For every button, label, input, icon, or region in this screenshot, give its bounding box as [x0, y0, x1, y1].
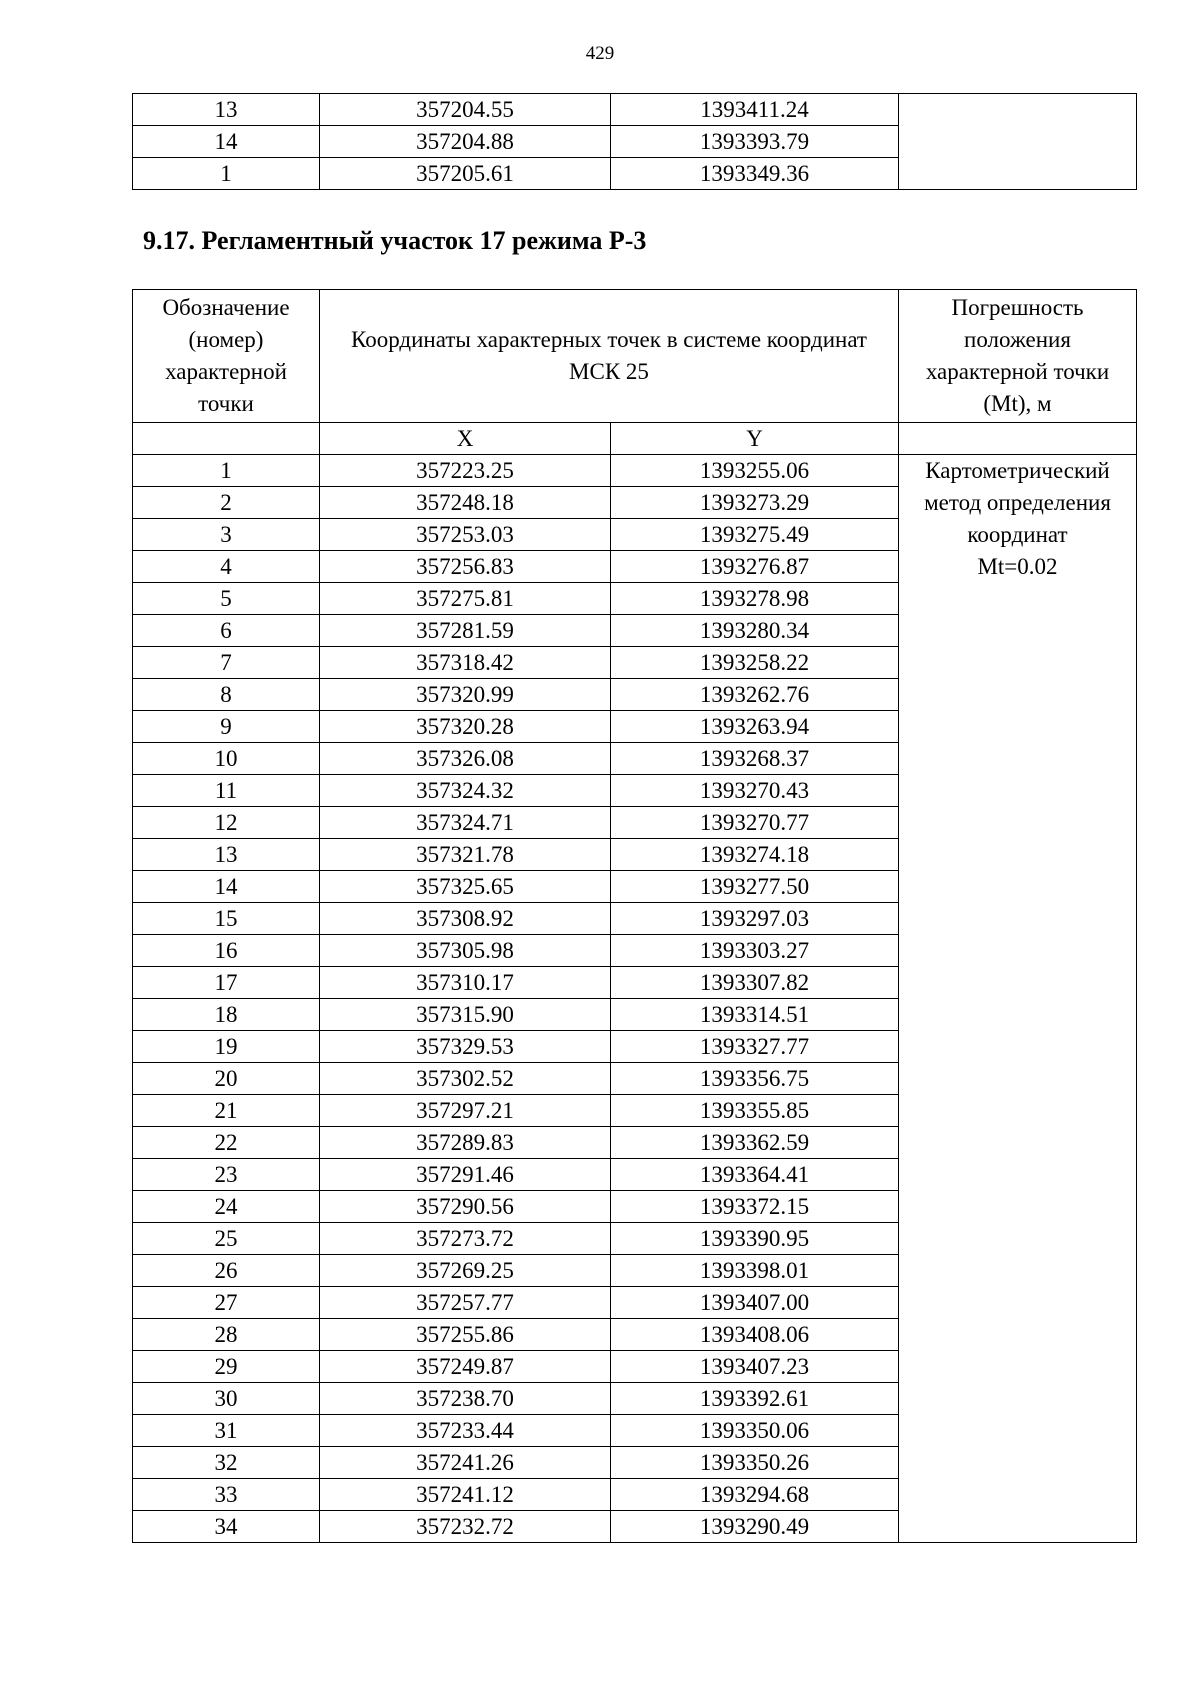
point-number-cell: 33: [133, 1479, 320, 1511]
y-coordinate-cell: 1393408.06: [611, 1319, 899, 1351]
x-coordinate-cell: 357305.98: [320, 935, 611, 967]
y-coordinate-cell: 1393273.29: [611, 487, 899, 519]
x-coordinate-cell: 357204.88: [320, 126, 611, 158]
y-coordinate-cell: 1393314.51: [611, 999, 899, 1031]
x-coordinate-cell: 357255.86: [320, 1319, 611, 1351]
x-coordinate-cell: 357318.42: [320, 647, 611, 679]
y-coordinate-cell: 1393258.22: [611, 647, 899, 679]
x-coordinate-cell: 357275.81: [320, 583, 611, 615]
point-number-cell: 30: [133, 1383, 320, 1415]
point-number-cell: 23: [133, 1159, 320, 1191]
point-number-cell: 7: [133, 647, 320, 679]
point-number-cell: 11: [133, 775, 320, 807]
y-coordinate-cell: 1393270.77: [611, 807, 899, 839]
y-coordinate-cell: 1393275.49: [611, 519, 899, 551]
x-coordinate-cell: 357253.03: [320, 519, 611, 551]
point-number-cell: 34: [133, 1511, 320, 1543]
y-coordinate-cell: 1393407.00: [611, 1287, 899, 1319]
x-coordinate-cell: 357297.21: [320, 1095, 611, 1127]
x-coordinate-cell: 357320.99: [320, 679, 611, 711]
accuracy-note-line: Картометрический: [925, 458, 1110, 483]
subheader-empty-cell: [899, 423, 1137, 455]
point-number-cell: 28: [133, 1319, 320, 1351]
x-coordinate-cell: 357325.65: [320, 871, 611, 903]
x-coordinate-cell: 357291.46: [320, 1159, 611, 1191]
accuracy-note-line: метод определения: [924, 490, 1111, 515]
point-number-cell: 4: [133, 551, 320, 583]
x-coordinate-cell: 357204.55: [320, 94, 611, 126]
x-coordinate-cell: 357308.92: [320, 903, 611, 935]
subheader-x: X: [320, 423, 611, 455]
y-coordinate-cell: 1393303.27: [611, 935, 899, 967]
x-coordinate-cell: 357269.25: [320, 1255, 611, 1287]
y-coordinate-cell: 1393294.68: [611, 1479, 899, 1511]
x-coordinate-cell: 357321.78: [320, 839, 611, 871]
y-coordinate-cell: 1393276.87: [611, 551, 899, 583]
y-coordinate-cell: 1393364.41: [611, 1159, 899, 1191]
y-coordinate-cell: 1393398.01: [611, 1255, 899, 1287]
x-coordinate-cell: 357273.72: [320, 1223, 611, 1255]
x-coordinate-cell: 357256.83: [320, 551, 611, 583]
point-number-cell: 24: [133, 1191, 320, 1223]
point-number-cell: 16: [133, 935, 320, 967]
point-number-cell: 12: [133, 807, 320, 839]
point-number-cell: 19: [133, 1031, 320, 1063]
x-coordinate-cell: 357324.71: [320, 807, 611, 839]
point-number-cell: 32: [133, 1447, 320, 1479]
y-coordinate-cell: 1393372.15: [611, 1191, 899, 1223]
y-coordinate-cell: 1393393.79: [611, 126, 899, 158]
y-coordinate-cell: 1393356.75: [611, 1063, 899, 1095]
x-coordinate-cell: 357324.32: [320, 775, 611, 807]
x-coordinate-cell: 357238.70: [320, 1383, 611, 1415]
accuracy-empty-cell: [899, 94, 1137, 190]
x-coordinate-cell: 357290.56: [320, 1191, 611, 1223]
section-title: 9.17. Регламентный участок 17 режима Р-3: [143, 226, 647, 255]
y-coordinate-cell: 1393268.37: [611, 743, 899, 775]
point-number-cell: 31: [133, 1415, 320, 1447]
y-coordinate-cell: 1393290.49: [611, 1511, 899, 1543]
x-coordinate-cell: 357315.90: [320, 999, 611, 1031]
point-number-cell: 13: [133, 94, 320, 126]
y-coordinate-cell: 1393297.03: [611, 903, 899, 935]
y-coordinate-cell: 1393390.95: [611, 1223, 899, 1255]
x-coordinate-cell: 357248.18: [320, 487, 611, 519]
y-coordinate-cell: 1393349.36: [611, 158, 899, 190]
y-coordinate-cell: 1393270.43: [611, 775, 899, 807]
point-number-cell: 2: [133, 487, 320, 519]
header-coordinates: Координаты характерных точек в системе координат МСК 25: [320, 290, 899, 423]
x-coordinate-cell: 357302.52: [320, 1063, 611, 1095]
x-coordinate-cell: 357223.25: [320, 455, 611, 487]
y-coordinate-cell: 1393392.61: [611, 1383, 899, 1415]
subheader-empty-cell: [133, 423, 320, 455]
x-coordinate-cell: 357241.26: [320, 1447, 611, 1479]
x-coordinate-cell: 357289.83: [320, 1127, 611, 1159]
point-number-cell: 3: [133, 519, 320, 551]
y-coordinate-cell: 1393407.23: [611, 1351, 899, 1383]
x-coordinate-cell: 357281.59: [320, 615, 611, 647]
point-number-cell: 27: [133, 1287, 320, 1319]
point-number-cell: 20: [133, 1063, 320, 1095]
point-number-cell: 10: [133, 743, 320, 775]
y-coordinate-cell: 1393263.94: [611, 711, 899, 743]
x-coordinate-cell: 357329.53: [320, 1031, 611, 1063]
header-accuracy: Погрешность положения характерной точки (Mt), м: [899, 290, 1137, 423]
point-number-cell: 15: [133, 903, 320, 935]
x-coordinate-cell: 357205.61: [320, 158, 611, 190]
x-coordinate-cell: 357310.17: [320, 967, 611, 999]
table-subheader-row: [133, 423, 1137, 455]
x-coordinate-cell: 357233.44: [320, 1415, 611, 1447]
y-coordinate-cell: 1393411.24: [611, 94, 899, 126]
x-coordinate-cell: 357320.28: [320, 711, 611, 743]
main-coordinates-table: [132, 289, 1137, 1543]
x-coordinate-cell: 357257.77: [320, 1287, 611, 1319]
accuracy-method-note: [899, 455, 1137, 1543]
y-coordinate-cell: 1393274.18: [611, 839, 899, 871]
point-number-cell: 18: [133, 999, 320, 1031]
table-row: [133, 455, 1137, 487]
point-number-cell: 14: [133, 871, 320, 903]
top-coordinates-table: [132, 93, 1137, 190]
page-number: 429: [585, 43, 615, 64]
x-coordinate-cell: 357249.87: [320, 1351, 611, 1383]
table-row: [133, 94, 1137, 126]
y-coordinate-cell: 1393362.59: [611, 1127, 899, 1159]
y-coordinate-cell: 1393255.06: [611, 455, 899, 487]
x-coordinate-cell: 357241.12: [320, 1479, 611, 1511]
point-number-cell: 1: [133, 455, 320, 487]
point-number-cell: 17: [133, 967, 320, 999]
y-coordinate-cell: 1393280.34: [611, 615, 899, 647]
point-number-cell: 21: [133, 1095, 320, 1127]
y-coordinate-cell: 1393307.82: [611, 967, 899, 999]
point-number-cell: 14: [133, 126, 320, 158]
header-point-designation: Обозначение (номер) характерной точки: [133, 290, 320, 423]
point-number-cell: 1: [133, 158, 320, 190]
y-coordinate-cell: 1393350.06: [611, 1415, 899, 1447]
y-coordinate-cell: 1393350.26: [611, 1447, 899, 1479]
accuracy-note-line: координат: [967, 522, 1068, 547]
point-number-cell: 13: [133, 839, 320, 871]
point-number-cell: 8: [133, 679, 320, 711]
y-coordinate-cell: 1393355.85: [611, 1095, 899, 1127]
y-coordinate-cell: 1393327.77: [611, 1031, 899, 1063]
subheader-y: Y: [611, 423, 899, 455]
point-number-cell: 29: [133, 1351, 320, 1383]
x-coordinate-cell: 357232.72: [320, 1511, 611, 1543]
point-number-cell: 5: [133, 583, 320, 615]
table-header-row: [133, 290, 1137, 423]
point-number-cell: 6: [133, 615, 320, 647]
point-number-cell: 26: [133, 1255, 320, 1287]
y-coordinate-cell: 1393262.76: [611, 679, 899, 711]
y-coordinate-cell: 1393277.50: [611, 871, 899, 903]
y-coordinate-cell: 1393278.98: [611, 583, 899, 615]
accuracy-note-line: Mt=0.02: [977, 554, 1058, 579]
x-coordinate-cell: 357326.08: [320, 743, 611, 775]
point-number-cell: 25: [133, 1223, 320, 1255]
point-number-cell: 22: [133, 1127, 320, 1159]
point-number-cell: 9: [133, 711, 320, 743]
